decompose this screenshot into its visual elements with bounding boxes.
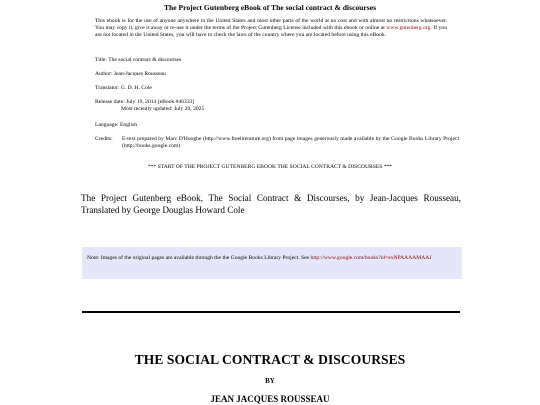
credits-text: E-text prepared by Marc D'Hooghe (http://www.freeliterature.org) from page images generously made available by the Google Books Library Project (http://books.google.com) <box>122 136 459 149</box>
book-author: JEAN JACQUES ROUSSEAU <box>210 394 330 404</box>
lead-paragraph: The Project Gutenberg eBook, The Social Contract & Discourses, by Jean-Jacques Rousseau, Translated by George Douglas Howard Cole <box>81 193 461 215</box>
meta-updated-date: Most recently updated: July 20, 2025 <box>121 106 205 112</box>
gutenberg-link[interactable]: www.gutenberg.org <box>386 25 431 31</box>
credits-label: Credits: <box>95 136 113 142</box>
license-intro-text-end: . If you are not located in the United States, you will have to check the laws of the country where you are located before using this eBook. <box>95 25 447 38</box>
note-text: Note: Images of the original pages are available through the the Google Books Library Project. See <box>87 255 311 261</box>
meta-translator: Translator: G. D. H. Cole <box>95 85 152 91</box>
start-of-ebook-marker: *** START OF THE PROJECT GUTENBERG EBOOK THE SOCIAL CONTRACT & DISCOURSES *** <box>147 164 393 170</box>
meta-release-date: Release date: July 19, 2014 [eBook #46333] <box>95 99 195 105</box>
meta-title: Title: The social contract & discourses <box>95 57 182 63</box>
meta-author: Author: Jean-Jacques Rousseau <box>95 71 166 77</box>
license-intro <box>95 18 447 39</box>
book-by: BY <box>265 377 275 385</box>
book-title: THE SOCIAL CONTRACT & DISCOURSES <box>134 352 406 367</box>
meta-language: Language: English <box>95 122 138 128</box>
note-box <box>82 247 462 279</box>
horizontal-rule <box>82 311 460 313</box>
ebook-header-title: The Project Gutenberg eBook of The social contract & discourses <box>163 3 377 12</box>
license-intro-text: This ebook is for the use of anyone anywhere in the United States and most other parts of the world at no cost and with almost no restrictions whatsoever. You may copy it, give it away or re-use it under the terms of the Project Gutenberg License included with this ebook or online at <box>95 18 447 31</box>
google-books-link[interactable]: http://www.google.com/books?id=exNPAAAAMAAJ <box>310 255 432 261</box>
